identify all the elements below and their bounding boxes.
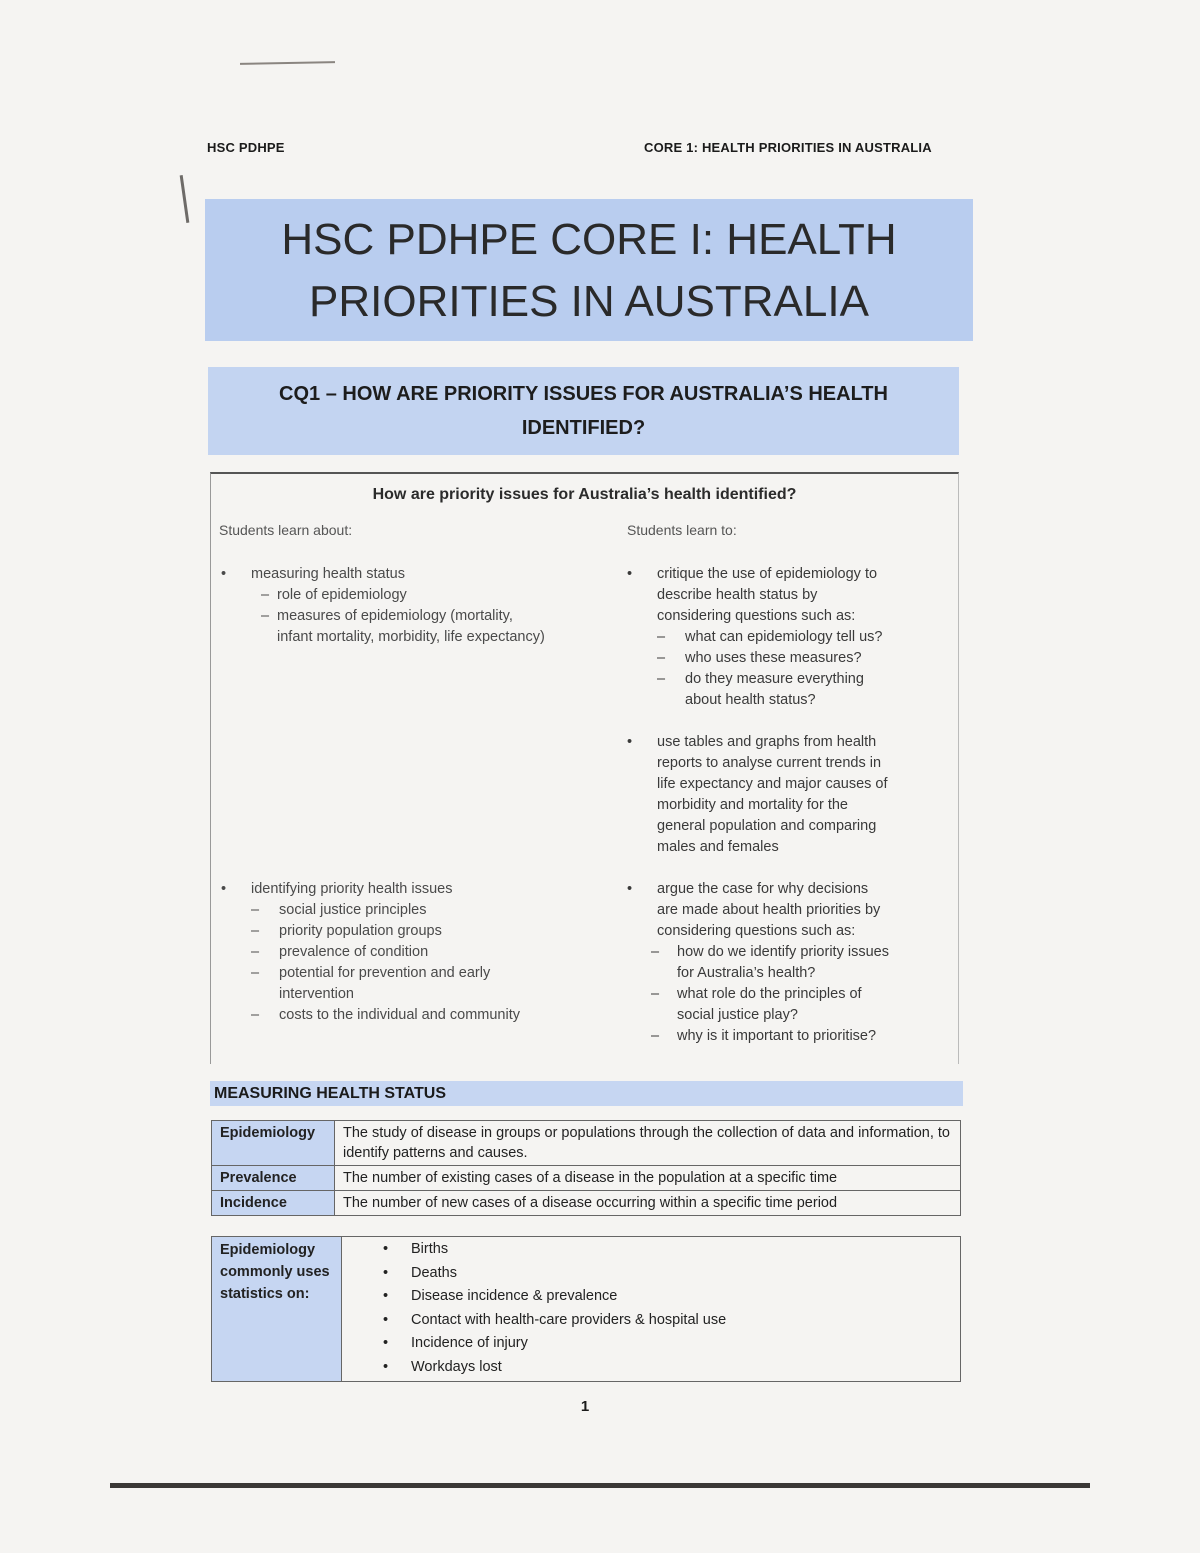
list-item: • Incidence of injury (383, 1335, 528, 1352)
learn-to-sub-cont: for Australia’s health? (677, 965, 816, 981)
learn-to-line: males and females (657, 839, 779, 855)
learn-about-sub: – prevalence of condition (251, 944, 429, 960)
list-item: • Births (383, 1241, 449, 1257)
list-item: • Workdays lost (383, 1358, 502, 1375)
table-row (212, 1166, 961, 1191)
learn-to-sub: – who uses these measures? (657, 650, 862, 666)
page-title (205, 199, 973, 333)
scan-edge-shadow (110, 1483, 1090, 1488)
learn-about-item (221, 564, 611, 648)
page-number: 1 (580, 1398, 590, 1415)
term-cell: Prevalence (212, 1166, 335, 1191)
bullet: • (627, 566, 633, 582)
running-header-right: CORE 1: HEALTH PRIORITIES IN AUSTRALIA (644, 140, 932, 155)
definition-cell: The number of new cases of a disease occurring within a specific time period (335, 1191, 961, 1216)
learn-to-line: considering questions such as: (657, 608, 856, 624)
learn-to-sub: – do they measure everything (657, 671, 864, 687)
learn-to-line: describe health status by (657, 587, 818, 603)
learn-to-item (627, 879, 952, 1047)
learn-about-sub: – costs to the individual and community (251, 1007, 520, 1023)
learn-to-line: critique the use of epidemiology to (657, 566, 878, 582)
learn-to-sub: – what can epidemiology tell us? (657, 629, 883, 645)
learn-about-point: identifying priority health issues (251, 881, 453, 897)
section-heading: MEASURING HEALTH STATUS (210, 1081, 963, 1106)
bullet: • (221, 566, 227, 582)
learn-to-line: life expectancy and major causes of (657, 776, 888, 792)
learn-to-sub: – what role do the principles of (651, 986, 862, 1002)
definitions-table (211, 1120, 961, 1216)
running-header-left: HSC PDHPE (207, 140, 285, 155)
scan-mark (180, 175, 190, 223)
statistics-table (211, 1236, 961, 1382)
cq-line-2: IDENTIFIED? (521, 417, 646, 439)
bullet: • (627, 881, 633, 897)
learn-to-line: morbidity and mortality for the (657, 797, 848, 813)
focus-question-banner (208, 367, 959, 455)
learn-about-sub: – role of epidemiology (261, 587, 407, 603)
learn-to-line: general population and comparing (657, 818, 877, 834)
learn-to-item (627, 732, 952, 858)
learn-about-sub: – social justice principles (251, 902, 427, 918)
learn-to-sub: – why is it important to prioritise? (651, 1028, 877, 1044)
learn-to-sub: – how do we identify priority issues (651, 944, 889, 960)
title-line-2: PRIORITIES IN AUSTRALIA (309, 277, 869, 326)
learn-to-heading: Students learn to: (627, 522, 737, 538)
learn-about-sub-cont: infant mortality, morbidity, life expectancy) (277, 629, 545, 645)
learn-to-line: argue the case for why decisions (657, 881, 869, 897)
focus-question (208, 367, 959, 445)
table-row (212, 1237, 961, 1382)
learn-to-line: use tables and graphs from health (657, 734, 877, 750)
learn-about-sub: – potential for prevention and early (251, 965, 491, 981)
learn-to-item (627, 564, 952, 711)
syllabus-title: How are priority issues for Australia’s health identified? (372, 486, 797, 503)
learn-to-sub-cont: social justice play? (677, 1007, 798, 1023)
term-cell: Epidemiology commonly uses statistics on: (212, 1237, 342, 1382)
scan-mark (240, 61, 335, 65)
learn-to-line: reports to analyse current trends in (657, 755, 882, 771)
learn-about-point: measuring health status (251, 566, 405, 582)
list-item: • Disease incidence & prevalence (383, 1288, 618, 1305)
statistics-list-cell (342, 1237, 961, 1382)
bullet: • (221, 881, 227, 897)
list-item: • Deaths (383, 1264, 457, 1281)
cq-line-1: CQ1 – HOW ARE PRIORITY ISSUES FOR AUSTRALIA’S HEALTH (279, 383, 888, 405)
learn-about-sub: – measures of epidemiology (mortality, (261, 608, 513, 624)
term-cell: Epidemiology (212, 1121, 335, 1166)
list-item: • Contact with health-care providers & hospital use (383, 1311, 727, 1328)
learn-to-sub-cont: about health status? (685, 692, 816, 708)
title-banner (205, 199, 973, 341)
learn-about-sub-cont: intervention (279, 986, 354, 1002)
definition-cell: The number of existing cases of a disease in the population at a specific time (335, 1166, 961, 1191)
title-line-1: HSC PDHPE CORE I: HEALTH (281, 215, 897, 264)
learn-about-item (221, 879, 611, 1026)
term-cell: Incidence (212, 1191, 335, 1216)
learn-to-line: considering questions such as: (657, 923, 856, 939)
syllabus-excerpt (210, 472, 959, 1064)
definition-cell: The study of disease in groups or populations through the collection of data and information, to identify patterns and causes. (335, 1121, 961, 1166)
table-row (212, 1121, 961, 1166)
statistics-list (343, 1238, 959, 1380)
learn-to-line: are made about health priorities by (657, 902, 881, 918)
learn-about-sub: – priority population groups (251, 923, 442, 939)
learn-about-heading: Students learn about: (219, 522, 353, 538)
table-row (212, 1191, 961, 1216)
bullet: • (627, 734, 633, 750)
